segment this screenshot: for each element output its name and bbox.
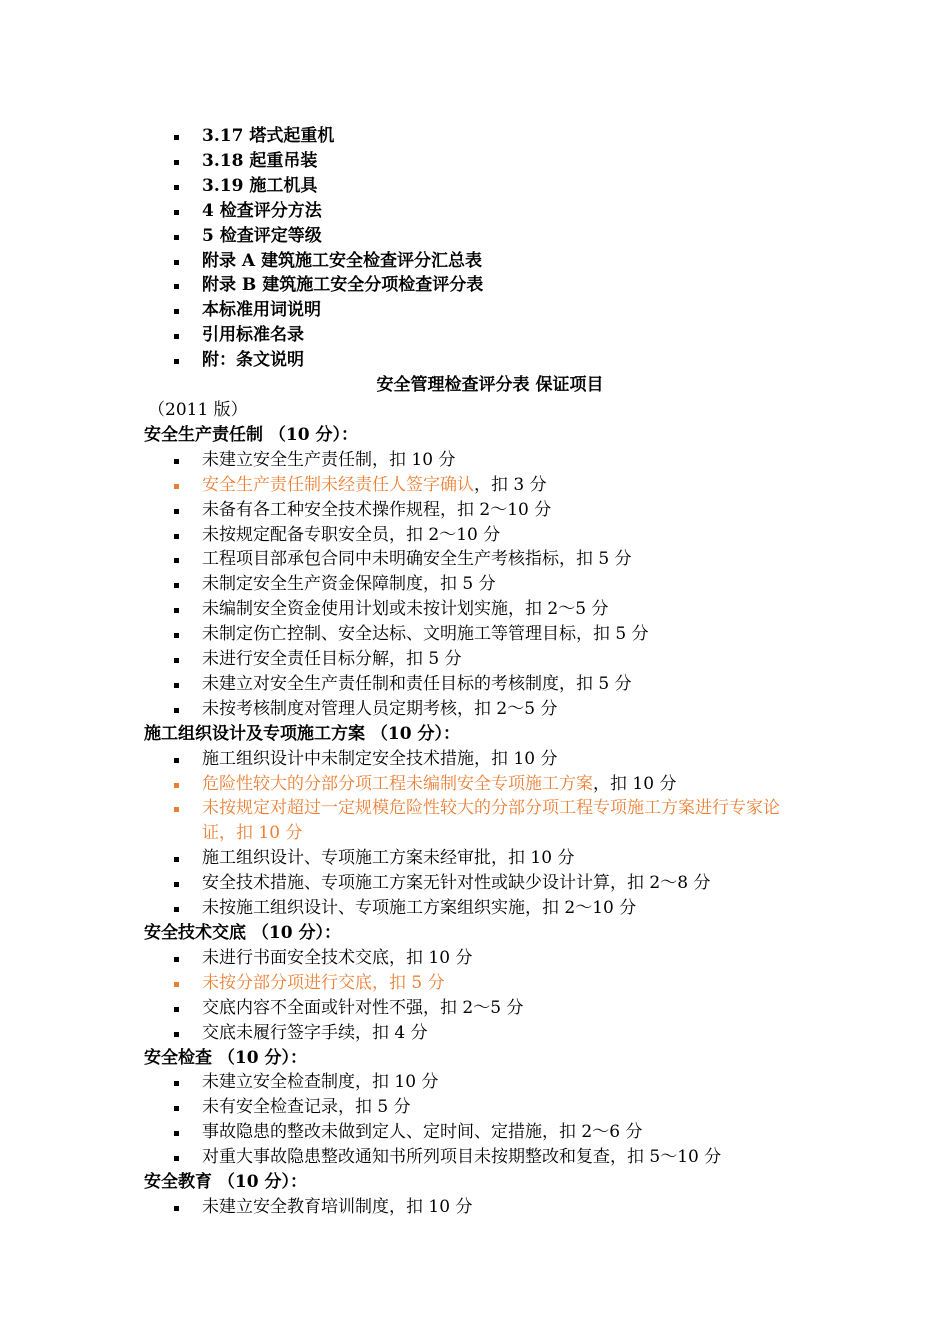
toc-item: 附：条文说明 (144, 348, 824, 373)
item-text: 事故隐患的整改未做到定人、定时间、定措施，扣 2～6 分 (202, 1122, 643, 1143)
item-highlight: 未按规定对超过一定规模危险性较大的分部分项工程专项施工方案进行专家论证，扣 10 分 (202, 798, 780, 844)
item-highlight: 安全生产责任制未经责任人签字确认 (202, 474, 474, 495)
item-text: 未建立对安全生产责任制和责任目标的考核制度，扣 5 分 (202, 673, 632, 694)
toc-item: 3.17 塔式起重机 (144, 124, 824, 149)
list-item (144, 1120, 824, 1145)
section-heading: 安全技术交底 （10 分）： (144, 923, 341, 943)
toc-item: 本标准用词说明 (144, 298, 824, 323)
list-item (144, 647, 824, 672)
list-item (144, 498, 824, 523)
toc-item: 附录 A 建筑施工安全检查评分汇总表 (144, 249, 824, 274)
list-item (144, 796, 802, 846)
edition-label: （2011 版） (148, 399, 248, 420)
item-text: 未编制安全资金使用计划或未按计划实施，扣 2～5 分 (202, 599, 609, 620)
list-item (144, 572, 824, 597)
section-heading: 安全检查 （10 分）： (144, 1047, 307, 1068)
item-text: 未有安全检查记录，扣 5 分 (202, 1097, 411, 1118)
section-items (144, 448, 824, 722)
item-highlight: 危险性较大的分部分项工程未编制安全专项施工方案 (202, 773, 593, 794)
list-item (144, 747, 824, 772)
toc-item: 4 检查评分方法 (144, 199, 824, 224)
list-item (144, 473, 824, 498)
list-item (144, 896, 824, 921)
list-item (144, 846, 824, 871)
item-text: 未建立安全教育培训制度，扣 10 分 (202, 1196, 473, 1217)
toc-item: 5 检查评定等级 (144, 224, 824, 249)
item-text: 交底未履行签字手续，扣 4 分 (202, 1022, 428, 1043)
item-text: 未备有各工种安全技术操作规程，扣 2～10 分 (202, 499, 552, 520)
list-item (144, 1070, 824, 1095)
item-text: 安全技术措施、专项施工方案无针对性或缺少设计计算，扣 2～8 分 (202, 873, 711, 894)
toc-item: 引用标准名录 (144, 323, 824, 348)
list-item (144, 1145, 824, 1170)
list-item (144, 946, 824, 971)
list-item (144, 622, 824, 647)
item-text: 未进行安全责任目标分解，扣 5 分 (202, 649, 462, 670)
list-item (144, 448, 824, 473)
item-text: 未建立安全生产责任制，扣 10 分 (202, 449, 456, 470)
section-heading: 安全生产责任制 （10 分）： (144, 424, 358, 445)
toc-list (144, 124, 824, 373)
list-item (144, 1195, 824, 1220)
item-text: 未按规定配备专职安全员，扣 2～10 分 (202, 524, 501, 545)
item-text: 施工组织设计中未制定安全技术措施，扣 10 分 (202, 748, 558, 769)
list-item (144, 1095, 824, 1120)
table-title: 安全管理检查评分表 保证项目 (376, 375, 604, 396)
list-item (144, 772, 824, 797)
toc-item: 3.19 施工机具 (144, 174, 824, 199)
section-items (144, 747, 824, 921)
document-content (144, 124, 824, 1220)
item-text: 未制定伤亡控制、安全达标、文明施工等管理目标，扣 5 分 (202, 624, 649, 645)
item-text: 工程项目部承包合同中未明确安全生产考核指标，扣 5 分 (202, 549, 632, 570)
item-text: 未建立安全检查制度，扣 10 分 (202, 1072, 439, 1093)
section-heading: 施工组织设计及专项施工方案 （10 分）： (144, 723, 460, 744)
list-item (144, 871, 824, 896)
item-highlight: 未按分部分项进行交底，扣 5 分 (202, 972, 445, 993)
item-text: 未制定安全生产资金保障制度，扣 5 分 (202, 574, 496, 595)
item-text: 施工组织设计、专项施工方案未经审批，扣 10 分 (202, 848, 575, 869)
list-item (144, 697, 824, 722)
list-item (144, 971, 824, 996)
item-text: ，扣 10 分 (593, 773, 677, 794)
section-heading: 安全教育 （10 分）： (144, 1172, 307, 1193)
list-item (144, 523, 824, 548)
toc-item: 附录 B 建筑施工安全分项检查评分表 (144, 273, 824, 298)
section-items (144, 1195, 824, 1220)
item-text: ，扣 3 分 (474, 474, 547, 495)
section-items (144, 946, 824, 1046)
item-text: 未按施工组织设计、专项施工方案组织实施，扣 2～10 分 (202, 898, 637, 919)
list-item (144, 996, 824, 1021)
section-items (144, 1070, 824, 1170)
list-item (144, 672, 824, 697)
item-text: 对重大事故隐患整改通知书所列项目未按期整改和复查，扣 5～10 分 (202, 1147, 722, 1168)
item-text: 未按考核制度对管理人员定期考核，扣 2～5 分 (202, 698, 558, 719)
toc-item: 3.18 起重吊装 (144, 149, 824, 174)
list-item (144, 547, 824, 572)
list-item (144, 1021, 824, 1046)
item-text: 交底内容不全面或针对性不强，扣 2～5 分 (202, 997, 524, 1018)
item-text: 未进行书面安全技术交底，扣 10 分 (202, 947, 473, 968)
list-item (144, 597, 824, 622)
